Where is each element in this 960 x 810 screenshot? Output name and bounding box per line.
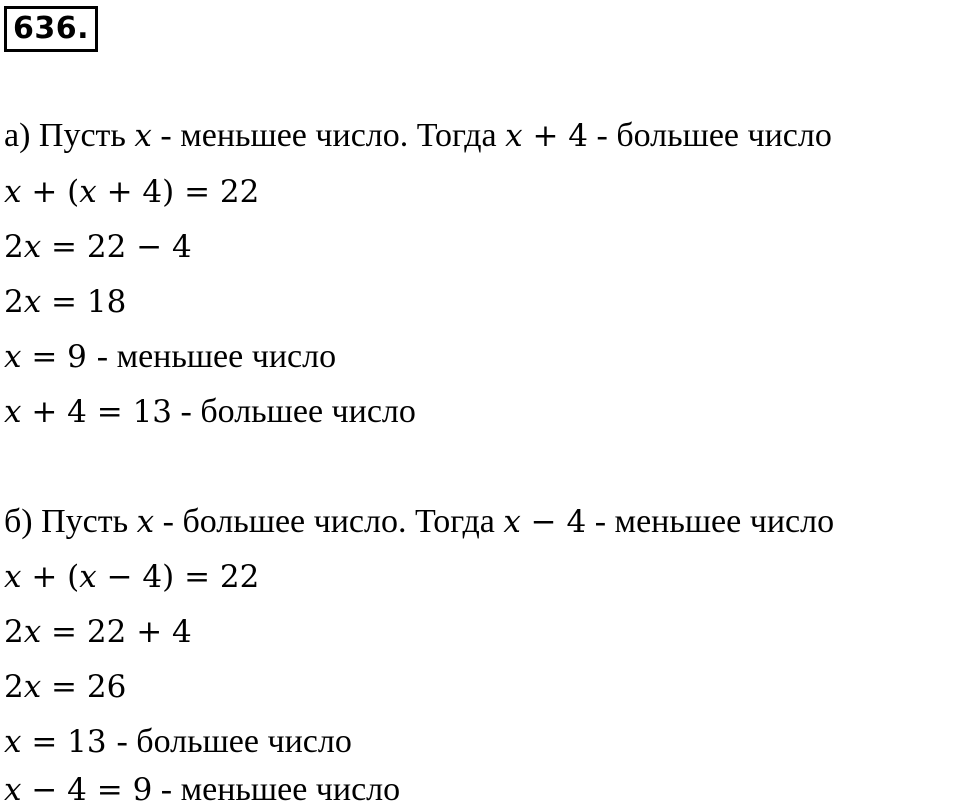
part-b-step-4-math: 𝑥 = 13 — [4, 724, 117, 760]
part-b-intro-var: 𝑥 — [136, 504, 155, 540]
part-a-step-1-math: 𝑥 + (𝑥 + 4) = 22 — [4, 174, 260, 210]
part-b-step-2-math: 2𝑥 = 22 + 4 — [4, 614, 192, 650]
part-b-step-4 — [4, 722, 352, 762]
part-b-step-5-note: - меньшее число — [152, 771, 401, 808]
part-b-step-2 — [4, 612, 192, 652]
part-a-step-5-note: - большее число — [172, 393, 416, 430]
part-a-step-5 — [4, 392, 416, 432]
part-a-intro-prefix: а) Пусть — [4, 117, 135, 154]
part-a-step-3-math: 2𝑥 = 18 — [4, 284, 127, 320]
part-a-step-4-note: - меньшее число — [96, 338, 337, 375]
task-number: 636. — [4, 6, 98, 52]
part-a-intro-mid: - меньшее число. Тогда — [151, 117, 506, 154]
part-a-intro-expr: 𝑥 + 4 — [505, 118, 588, 154]
part-a-step-4-math: 𝑥 = 9 — [4, 339, 97, 375]
part-b-step-5-math: 𝑥 − 4 = 9 — [4, 772, 153, 808]
part-a-step-4 — [4, 337, 336, 377]
part-b-step-5 — [4, 770, 400, 810]
part-a-step-2 — [4, 227, 192, 267]
part-a-intro — [4, 116, 832, 156]
part-a-step-5-math: 𝑥 + 4 = 13 — [4, 394, 173, 430]
part-b-step-1-math: 𝑥 + (𝑥 − 4) = 22 — [4, 559, 260, 595]
part-b-step-4-note: - большее число — [116, 723, 352, 760]
part-b-intro-prefix: б) Пусть — [4, 503, 137, 540]
part-b-step-3-math: 2𝑥 = 26 — [4, 669, 127, 705]
part-a-intro-suffix: - большее число — [588, 117, 832, 154]
part-a-step-2-math: 2𝑥 = 22 − 4 — [4, 229, 192, 265]
part-a-step-3 — [4, 282, 126, 322]
part-a-intro-var: 𝑥 — [134, 118, 152, 154]
part-b-intro-expr: 𝑥 − 4 — [503, 504, 587, 540]
part-a-step-1 — [4, 172, 259, 212]
part-b-intro-suffix: - меньшее число — [586, 503, 835, 540]
part-b-intro — [4, 502, 834, 542]
part-b-step-3 — [4, 667, 126, 707]
part-b-step-1 — [4, 557, 259, 597]
part-b-intro-mid: - большее число. Тогда — [154, 503, 504, 540]
